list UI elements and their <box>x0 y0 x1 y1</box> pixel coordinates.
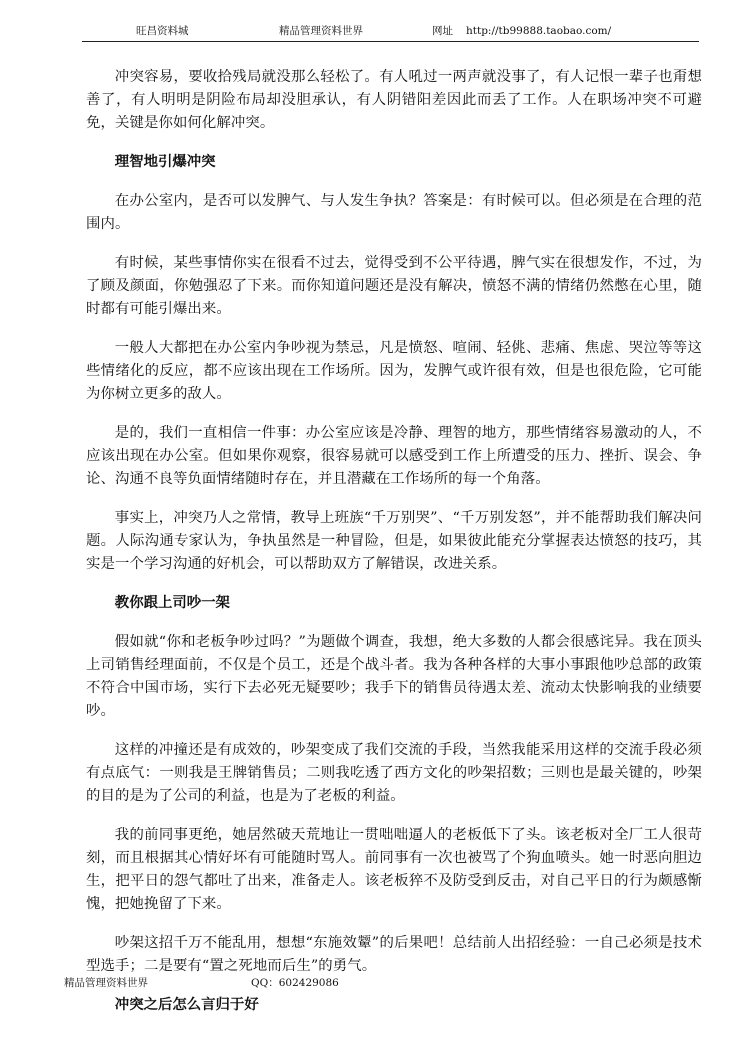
document-body <box>86 66 702 1033</box>
footer-site-name: 精品管理资料世界 <box>64 977 148 989</box>
paragraph-2: 有时候，某些事情你实在很看不过去，觉得受到不公平待遇，脾气实在很想发作，不过，为了顾及颜面，你勉强忍了下来。而你知道问题还是没有解决，愤怒不满的情绪仍然憋在心里，随时都有可能引爆出来。 <box>86 255 702 317</box>
footer-qq: QQ：602429086 <box>251 977 339 989</box>
paragraph-6: 假如就“你和老板争吵过吗？”为题做个调查，我想，绝大多数的人都会很感诧异。我在顶头上司销售经理面前，不仅是个员工，还是个战斗者。我为各种各样的大事小事跟他吵总部的政策不符合中国市场，实行下去必死无疑要吵；我手下的销售员待遇太差、流动太快影响我的业绩要吵。 <box>86 634 702 719</box>
paragraph-4: 是的，我们一直相信一件事：办公室应该是冷静、理智的地方，那些情绪容易激动的人，不应该出现在办公室。但如果你观察，很容易就可以感受到工作上所遭受的压力、挫折、误会、争论、沟通不良等负面情绪随时存在，并且潜藏在工作场所的每一个角落。 <box>86 425 702 487</box>
section-heading-1: 理智地引爆冲突 <box>114 154 216 170</box>
paragraph-3: 一般人大都把在办公室内争吵视为禁忌，凡是愤怒、喧闹、轻佻、悲痛、焦虑、哭泣等等这些情绪化的反应，都不应该出现在工作场所。因为，发脾气或许很有效，但是也很危险，它可能为你树立更多的敌人。 <box>86 340 702 402</box>
paragraph-5: 事实上，冲突乃人之常情，教导上班族“千万别哭”、“千万别发怒”，并不能帮助我们解决问题。人际沟通专家认为，争执虽然是一种冒险，但是，如果彼此能充分掌握表达愤怒的技巧，其实是一个学习沟通的好机会，可以帮助双方了解错误，改进关系。 <box>86 510 702 572</box>
header-divider <box>82 41 699 42</box>
page-header <box>0 24 744 38</box>
paragraph-8: 我的前同事更绝，她居然破天荒地让一贯咄咄逼人的老板低下了头。该老板对全厂工人很苛刻，而且根据其心情好坏有可能随时骂人。前同事有一次也被骂了个狗血喷头。她一时恶向胆边生，把平日的怨气都吐了出来，准备走人。该老板猝不及防受到反击，对自己平日的行为颇感惭愧，把她挽留了下来。 <box>86 827 702 912</box>
paragraph-7: 这样的冲撞还是有成效的，吵架变成了我们交流的手段，当然我能采用这样的交流手段必须有点底气：一则我是王牌销售员；二则我吃透了西方文化的吵架招数；三则也是最关键的，吵架的目的是为了公司的利益，也是为了老板的利益。 <box>86 742 702 804</box>
section-heading-2: 教你跟上司吵一架 <box>114 595 230 611</box>
intro-paragraph: 冲突容易，要收拾残局就没那么轻松了。有人吼过一两声就没事了，有人记恨一辈子也甭想善了，有人明明是阴险布局却没胆承认，有人阴错阳差因此而丢了工作。人在职场冲突不可避免，关键是你如何化解冲突。 <box>86 69 702 131</box>
header-url-link[interactable]: http://tb99888.taobao.com/ <box>466 25 612 37</box>
paragraph-1: 在办公室内，是否可以发脾气、与人发生争执？答案是：有时候可以。但必须是在合理的范围内。 <box>86 193 702 232</box>
paragraph-9: 吵架这招千万不能乱用，想想“东施效颦”的后果吧！总结前人出招经验：一自己必须是技术型选手；二是要有“置之死地而后生”的勇气。 <box>86 935 702 974</box>
header-url-label: 网址 <box>432 25 453 37</box>
header-shop-name: 旺昌资料城 <box>136 25 189 37</box>
header-site-name: 精品管理资料世界 <box>279 25 363 37</box>
page-footer <box>0 976 744 990</box>
section-heading-3: 冲突之后怎么言归于好 <box>114 997 259 1013</box>
